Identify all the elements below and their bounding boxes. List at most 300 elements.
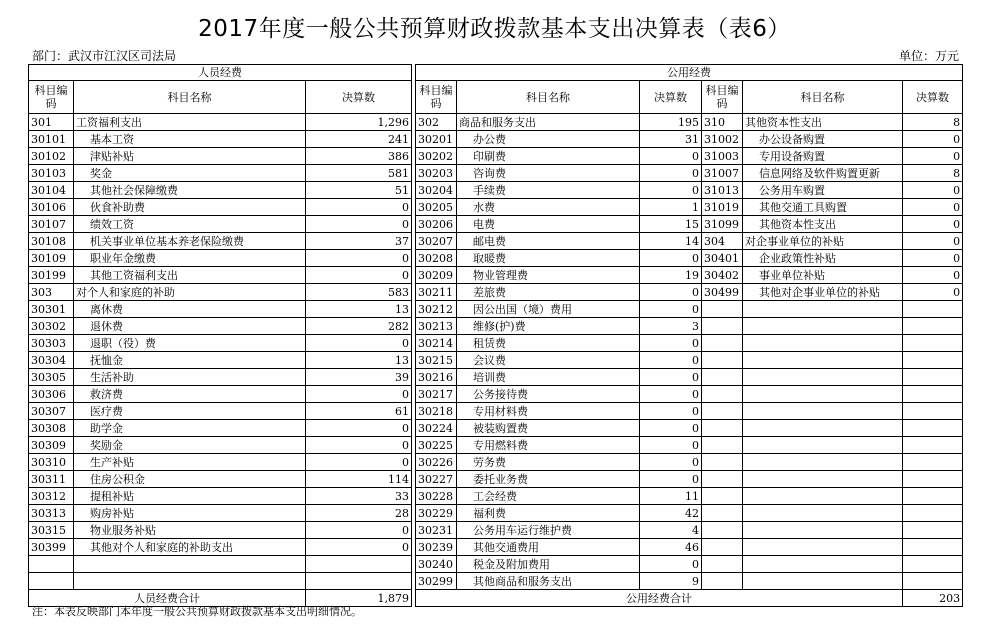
amount-cell: 0 bbox=[640, 250, 702, 267]
subject-code-cell bbox=[702, 556, 743, 573]
table-row bbox=[29, 471, 963, 488]
subject-code-cell: 30239 bbox=[416, 539, 457, 556]
table-row bbox=[29, 352, 963, 369]
subject-name-cell bbox=[743, 386, 903, 403]
subject-name-cell bbox=[743, 522, 903, 539]
subject-name-cell: 绩效工资 bbox=[74, 216, 306, 233]
amount-cell: 1,296 bbox=[306, 114, 412, 131]
subject-code-cell bbox=[702, 471, 743, 488]
subject-code-cell: 30212 bbox=[416, 301, 457, 318]
table-row bbox=[29, 539, 963, 556]
subject-name-cell: 职业年金缴费 bbox=[74, 250, 306, 267]
amount-cell: 0 bbox=[306, 216, 412, 233]
personnel-group-header: 人员经费 bbox=[29, 65, 412, 81]
amount-cell bbox=[903, 420, 963, 437]
subject-name-cell: 委托业务费 bbox=[457, 471, 640, 488]
subject-code-cell bbox=[702, 437, 743, 454]
subject-code-cell bbox=[702, 539, 743, 556]
subject-name-cell bbox=[743, 301, 903, 318]
amount-cell bbox=[903, 403, 963, 420]
amount-cell: 241 bbox=[306, 131, 412, 148]
subject-name-cell: 奖金 bbox=[74, 165, 306, 182]
subject-code-cell: 30202 bbox=[416, 148, 457, 165]
subject-name-cell: 对企事业单位的补贴 bbox=[743, 233, 903, 250]
amount-cell bbox=[903, 505, 963, 522]
subject-name-cell bbox=[743, 403, 903, 420]
subject-code-cell: 310 bbox=[702, 114, 743, 131]
subject-name-cell: 离休费 bbox=[74, 301, 306, 318]
amount-cell: 13 bbox=[306, 352, 412, 369]
amount-cell: 61 bbox=[306, 403, 412, 420]
amount-cell: 0 bbox=[306, 420, 412, 437]
amount-cell: 0 bbox=[640, 454, 702, 471]
table-row bbox=[29, 505, 963, 522]
subject-name-cell bbox=[743, 352, 903, 369]
subject-name-cell: 租赁费 bbox=[457, 335, 640, 352]
subject-code-cell: 30499 bbox=[702, 284, 743, 301]
amount-cell bbox=[306, 556, 412, 573]
subject-code-cell: 30227 bbox=[416, 471, 457, 488]
table-row bbox=[29, 148, 963, 165]
amount-cell: 0 bbox=[903, 199, 963, 216]
amount-cell: 583 bbox=[306, 284, 412, 301]
table-row bbox=[29, 199, 963, 216]
header-name: 科目名称 bbox=[74, 81, 306, 114]
amount-cell: 581 bbox=[306, 165, 412, 182]
subject-name-cell: 办公费 bbox=[457, 131, 640, 148]
subject-code-cell: 30305 bbox=[29, 369, 74, 386]
amount-cell: 0 bbox=[306, 386, 412, 403]
amount-cell: 0 bbox=[306, 522, 412, 539]
subject-code-cell bbox=[702, 488, 743, 505]
amount-cell: 282 bbox=[306, 318, 412, 335]
amount-cell: 0 bbox=[640, 437, 702, 454]
amount-cell: 0 bbox=[640, 556, 702, 573]
subject-name-cell: 医疗费 bbox=[74, 403, 306, 420]
footnote: 注：本表反映部门本年度一般公共预算财政拨款基本支出明细情况。 bbox=[32, 605, 362, 618]
amount-cell: 33 bbox=[306, 488, 412, 505]
subject-name-cell: 生活补助 bbox=[74, 369, 306, 386]
subject-code-cell: 30104 bbox=[29, 182, 74, 199]
subject-name-cell: 劳务费 bbox=[457, 454, 640, 471]
subject-name-cell: 专用材料费 bbox=[457, 403, 640, 420]
subject-name-cell: 公务接待费 bbox=[457, 386, 640, 403]
group-header-row bbox=[29, 65, 963, 81]
subject-code-cell: 30315 bbox=[29, 522, 74, 539]
subject-name-cell: 其他交通工具购置 bbox=[743, 199, 903, 216]
subject-name-cell: 事业单位补贴 bbox=[743, 267, 903, 284]
subject-name-cell: 会议费 bbox=[457, 352, 640, 369]
amount-cell bbox=[903, 539, 963, 556]
subject-code-cell: 30225 bbox=[416, 437, 457, 454]
report-title: 2017年度一般公共预算财政拨款基本支出决算表（表6） bbox=[198, 16, 791, 42]
table-row bbox=[29, 114, 963, 131]
subject-name-cell: 其他对企事业单位的补贴 bbox=[743, 284, 903, 301]
subject-name-cell: 工会经费 bbox=[457, 488, 640, 505]
subject-code-cell: 30201 bbox=[416, 131, 457, 148]
subject-name-cell: 其他资本性支出 bbox=[743, 114, 903, 131]
subject-name-cell: 其他对个人和家庭的补助支出 bbox=[74, 539, 306, 556]
amount-cell: 386 bbox=[306, 148, 412, 165]
expenditure-table-wrapper bbox=[28, 64, 963, 607]
amount-cell: 11 bbox=[640, 488, 702, 505]
subject-code-cell bbox=[702, 335, 743, 352]
subject-name-cell: 邮电费 bbox=[457, 233, 640, 250]
subject-code-cell: 30101 bbox=[29, 131, 74, 148]
table-row bbox=[29, 233, 963, 250]
subject-name-cell bbox=[743, 505, 903, 522]
subject-code-cell: 30228 bbox=[416, 488, 457, 505]
personnel-total-amount: 1,879 bbox=[306, 590, 412, 607]
subject-code-cell: 31003 bbox=[702, 148, 743, 165]
table-row bbox=[29, 318, 963, 335]
subject-code-cell: 31099 bbox=[702, 216, 743, 233]
subject-name-cell: 抚恤金 bbox=[74, 352, 306, 369]
subject-code-cell: 30107 bbox=[29, 216, 74, 233]
subject-code-cell: 30217 bbox=[416, 386, 457, 403]
table-row bbox=[29, 250, 963, 267]
table-row bbox=[29, 369, 963, 386]
amount-cell bbox=[903, 437, 963, 454]
amount-cell: 42 bbox=[640, 505, 702, 522]
subject-code-cell: 30204 bbox=[416, 182, 457, 199]
subject-name-cell: 因公出国（境）费用 bbox=[457, 301, 640, 318]
amount-cell bbox=[903, 522, 963, 539]
subject-code-cell bbox=[702, 420, 743, 437]
subject-code-cell: 30215 bbox=[416, 352, 457, 369]
amount-cell: 19 bbox=[640, 267, 702, 284]
amount-cell: 0 bbox=[640, 403, 702, 420]
subject-code-cell: 30312 bbox=[29, 488, 74, 505]
amount-cell: 0 bbox=[306, 199, 412, 216]
subject-name-cell: 住房公积金 bbox=[74, 471, 306, 488]
subject-code-cell: 30102 bbox=[29, 148, 74, 165]
public-total-amount: 203 bbox=[903, 590, 963, 607]
subject-code-cell: 304 bbox=[702, 233, 743, 250]
amount-cell bbox=[903, 573, 963, 590]
amount-cell bbox=[903, 352, 963, 369]
subject-name-cell: 其他社会保障缴费 bbox=[74, 182, 306, 199]
subject-name-cell bbox=[74, 573, 306, 590]
subject-name-cell bbox=[743, 556, 903, 573]
amount-cell: 0 bbox=[306, 267, 412, 284]
amount-cell: 0 bbox=[640, 284, 702, 301]
subject-name-cell: 专用设备购置 bbox=[743, 148, 903, 165]
table-row bbox=[29, 437, 963, 454]
amount-cell: 0 bbox=[640, 165, 702, 182]
subject-code-cell: 30240 bbox=[416, 556, 457, 573]
subject-name-cell: 津贴补贴 bbox=[74, 148, 306, 165]
subject-code-cell: 30302 bbox=[29, 318, 74, 335]
amount-cell: 0 bbox=[640, 335, 702, 352]
subject-name-cell: 水费 bbox=[457, 199, 640, 216]
amount-cell: 46 bbox=[640, 539, 702, 556]
subject-name-cell: 差旅费 bbox=[457, 284, 640, 301]
amount-cell bbox=[903, 335, 963, 352]
totals-row bbox=[29, 590, 963, 607]
amount-cell: 39 bbox=[306, 369, 412, 386]
subject-code-cell: 30206 bbox=[416, 216, 457, 233]
subject-code-cell: 31002 bbox=[702, 131, 743, 148]
subject-name-cell bbox=[743, 318, 903, 335]
amount-cell bbox=[903, 454, 963, 471]
table-row bbox=[29, 556, 963, 573]
subject-code-cell bbox=[702, 352, 743, 369]
amount-cell: 3 bbox=[640, 318, 702, 335]
amount-cell: 0 bbox=[306, 335, 412, 352]
subject-name-cell: 公务用车运行维护费 bbox=[457, 522, 640, 539]
amount-cell: 9 bbox=[640, 573, 702, 590]
subject-code-cell bbox=[702, 386, 743, 403]
subject-name-cell: 专用燃料费 bbox=[457, 437, 640, 454]
table-row bbox=[29, 386, 963, 403]
table-row bbox=[29, 522, 963, 539]
table-row bbox=[29, 403, 963, 420]
subject-code-cell: 30208 bbox=[416, 250, 457, 267]
subject-name-cell: 购房补贴 bbox=[74, 505, 306, 522]
amount-cell: 0 bbox=[640, 386, 702, 403]
subject-code-cell: 30216 bbox=[416, 369, 457, 386]
header-code: 科目编码 bbox=[702, 81, 743, 114]
subject-name-cell bbox=[743, 420, 903, 437]
amount-cell: 0 bbox=[640, 471, 702, 488]
table-row bbox=[29, 284, 963, 301]
table-row bbox=[29, 420, 963, 437]
subject-name-cell: 企业政策性补贴 bbox=[743, 250, 903, 267]
subject-code-cell: 31019 bbox=[702, 199, 743, 216]
amount-cell: 0 bbox=[640, 420, 702, 437]
amount-cell: 195 bbox=[640, 114, 702, 131]
table-body bbox=[29, 114, 963, 590]
subject-code-cell: 30311 bbox=[29, 471, 74, 488]
subject-code-cell: 30106 bbox=[29, 199, 74, 216]
subject-code-cell: 30214 bbox=[416, 335, 457, 352]
header-amount: 决算数 bbox=[903, 81, 963, 114]
subject-code-cell: 30209 bbox=[416, 267, 457, 284]
subject-code-cell: 30402 bbox=[702, 267, 743, 284]
amount-cell: 0 bbox=[903, 131, 963, 148]
subject-code-cell bbox=[702, 454, 743, 471]
amount-cell: 8 bbox=[903, 114, 963, 131]
amount-cell: 0 bbox=[640, 182, 702, 199]
subject-name-cell: 取暖费 bbox=[457, 250, 640, 267]
subject-code-cell: 30211 bbox=[416, 284, 457, 301]
public-total-label: 公用经费合计 bbox=[416, 590, 903, 607]
subject-name-cell: 奖励金 bbox=[74, 437, 306, 454]
subject-code-cell bbox=[702, 573, 743, 590]
subject-code-cell: 30401 bbox=[702, 250, 743, 267]
amount-cell: 0 bbox=[903, 216, 963, 233]
amount-cell bbox=[903, 301, 963, 318]
subject-name-cell: 电费 bbox=[457, 216, 640, 233]
subject-code-cell: 30203 bbox=[416, 165, 457, 182]
subject-name-cell bbox=[743, 573, 903, 590]
subject-code-cell: 31007 bbox=[702, 165, 743, 182]
header-code: 科目编码 bbox=[29, 81, 74, 114]
subject-code-cell: 30399 bbox=[29, 539, 74, 556]
amount-cell bbox=[903, 369, 963, 386]
personnel-total-label: 人员经费合计 bbox=[29, 590, 306, 607]
table-row bbox=[29, 335, 963, 352]
subject-name-cell: 对个人和家庭的补助 bbox=[74, 284, 306, 301]
subject-name-cell: 提租补贴 bbox=[74, 488, 306, 505]
subject-code-cell: 30306 bbox=[29, 386, 74, 403]
subject-code-cell bbox=[29, 556, 74, 573]
subject-name-cell: 其他工资福利支出 bbox=[74, 267, 306, 284]
subject-name-cell: 办公设备购置 bbox=[743, 131, 903, 148]
subject-code-cell: 30231 bbox=[416, 522, 457, 539]
subject-code-cell: 30218 bbox=[416, 403, 457, 420]
amount-cell: 28 bbox=[306, 505, 412, 522]
table-row bbox=[29, 267, 963, 284]
subject-name-cell: 商品和服务支出 bbox=[457, 114, 640, 131]
subject-code-cell: 303 bbox=[29, 284, 74, 301]
subject-code-cell: 30213 bbox=[416, 318, 457, 335]
unit-label: 单位：万元 bbox=[898, 49, 959, 63]
amount-cell: 8 bbox=[903, 165, 963, 182]
amount-cell: 0 bbox=[640, 352, 702, 369]
subject-name-cell: 伙食补助费 bbox=[74, 199, 306, 216]
amount-cell: 0 bbox=[903, 182, 963, 199]
subject-code-cell: 30108 bbox=[29, 233, 74, 250]
amount-cell: 0 bbox=[306, 454, 412, 471]
subject-name-cell: 其他商品和服务支出 bbox=[457, 573, 640, 590]
amount-cell: 1 bbox=[640, 199, 702, 216]
table-row bbox=[29, 301, 963, 318]
subject-code-cell: 302 bbox=[416, 114, 457, 131]
subject-name-cell bbox=[74, 556, 306, 573]
subject-name-cell: 被装购置费 bbox=[457, 420, 640, 437]
amount-cell: 0 bbox=[640, 301, 702, 318]
subject-code-cell bbox=[702, 403, 743, 420]
subject-name-cell: 公务用车购置 bbox=[743, 182, 903, 199]
amount-cell bbox=[903, 488, 963, 505]
subject-name-cell: 培训费 bbox=[457, 369, 640, 386]
subject-name-cell: 物业服务补贴 bbox=[74, 522, 306, 539]
amount-cell: 0 bbox=[306, 437, 412, 454]
subject-code-cell: 30310 bbox=[29, 454, 74, 471]
subject-name-cell bbox=[743, 539, 903, 556]
subject-code-cell: 31013 bbox=[702, 182, 743, 199]
subject-code-cell: 30205 bbox=[416, 199, 457, 216]
subject-name-cell: 福利费 bbox=[457, 505, 640, 522]
amount-cell: 0 bbox=[903, 250, 963, 267]
subject-code-cell bbox=[702, 369, 743, 386]
header-amount: 决算数 bbox=[640, 81, 702, 114]
amount-cell bbox=[903, 386, 963, 403]
subject-name-cell bbox=[743, 369, 903, 386]
subject-name-cell: 咨询费 bbox=[457, 165, 640, 182]
subject-name-cell bbox=[743, 471, 903, 488]
subject-code-cell: 30224 bbox=[416, 420, 457, 437]
amount-cell: 4 bbox=[640, 522, 702, 539]
subject-name-cell: 其他交通费用 bbox=[457, 539, 640, 556]
amount-cell bbox=[903, 471, 963, 488]
subject-code-cell: 30299 bbox=[416, 573, 457, 590]
subject-code-cell: 30307 bbox=[29, 403, 74, 420]
amount-cell: 0 bbox=[306, 250, 412, 267]
public-group-header: 公用经费 bbox=[416, 65, 963, 81]
table-row bbox=[29, 182, 963, 199]
department-label: 部门：武汉市江汉区司法局 bbox=[32, 49, 177, 63]
amount-cell bbox=[306, 573, 412, 590]
subject-code-cell: 30308 bbox=[29, 420, 74, 437]
subject-name-cell: 生产补贴 bbox=[74, 454, 306, 471]
subject-code-cell: 30103 bbox=[29, 165, 74, 182]
column-header-row bbox=[29, 81, 963, 114]
amount-cell: 0 bbox=[903, 267, 963, 284]
subject-code-cell: 30304 bbox=[29, 352, 74, 369]
subject-name-cell: 印刷费 bbox=[457, 148, 640, 165]
table-row bbox=[29, 131, 963, 148]
subject-code-cell: 30226 bbox=[416, 454, 457, 471]
subject-code-cell: 301 bbox=[29, 114, 74, 131]
subject-name-cell: 物业管理费 bbox=[457, 267, 640, 284]
subject-code-cell: 30109 bbox=[29, 250, 74, 267]
subject-name-cell bbox=[743, 488, 903, 505]
subject-code-cell: 30199 bbox=[29, 267, 74, 284]
subject-name-cell: 机关事业单位基本养老保险缴费 bbox=[74, 233, 306, 250]
table-row bbox=[29, 488, 963, 505]
subject-code-cell bbox=[702, 301, 743, 318]
subject-name-cell: 救济费 bbox=[74, 386, 306, 403]
amount-cell: 31 bbox=[640, 131, 702, 148]
expenditure-table bbox=[28, 64, 963, 607]
table-row bbox=[29, 573, 963, 590]
amount-cell: 0 bbox=[903, 284, 963, 301]
subject-name-cell: 工资福利支出 bbox=[74, 114, 306, 131]
table-row bbox=[29, 454, 963, 471]
table-row bbox=[29, 216, 963, 233]
subject-name-cell bbox=[743, 454, 903, 471]
subject-code-cell: 30303 bbox=[29, 335, 74, 352]
subject-code-cell bbox=[702, 318, 743, 335]
subject-name-cell: 手续费 bbox=[457, 182, 640, 199]
subject-name-cell: 助学金 bbox=[74, 420, 306, 437]
subject-code-cell bbox=[29, 573, 74, 590]
subject-code-cell: 30301 bbox=[29, 301, 74, 318]
header-amount: 决算数 bbox=[306, 81, 412, 114]
subject-code-cell: 30229 bbox=[416, 505, 457, 522]
table-row bbox=[29, 165, 963, 182]
subject-code-cell bbox=[702, 505, 743, 522]
amount-cell bbox=[903, 556, 963, 573]
subject-code-cell: 30313 bbox=[29, 505, 74, 522]
amount-cell: 51 bbox=[306, 182, 412, 199]
subject-name-cell: 信息网络及软件购置更新 bbox=[743, 165, 903, 182]
subject-name-cell: 退职（役）费 bbox=[74, 335, 306, 352]
amount-cell bbox=[903, 318, 963, 335]
amount-cell: 15 bbox=[640, 216, 702, 233]
subject-name-cell: 其他资本性支出 bbox=[743, 216, 903, 233]
subject-name-cell: 基本工资 bbox=[74, 131, 306, 148]
subject-code-cell: 30207 bbox=[416, 233, 457, 250]
amount-cell: 37 bbox=[306, 233, 412, 250]
amount-cell: 14 bbox=[640, 233, 702, 250]
subject-name-cell: 税金及附加费用 bbox=[457, 556, 640, 573]
amount-cell: 13 bbox=[306, 301, 412, 318]
subject-name-cell: 维修(护)费 bbox=[457, 318, 640, 335]
header-name: 科目名称 bbox=[743, 81, 903, 114]
amount-cell: 0 bbox=[903, 233, 963, 250]
amount-cell: 114 bbox=[306, 471, 412, 488]
subject-name-cell bbox=[743, 437, 903, 454]
amount-cell: 0 bbox=[903, 148, 963, 165]
subject-name-cell bbox=[743, 335, 903, 352]
subject-code-cell bbox=[702, 522, 743, 539]
amount-cell: 0 bbox=[640, 148, 702, 165]
amount-cell: 0 bbox=[306, 539, 412, 556]
